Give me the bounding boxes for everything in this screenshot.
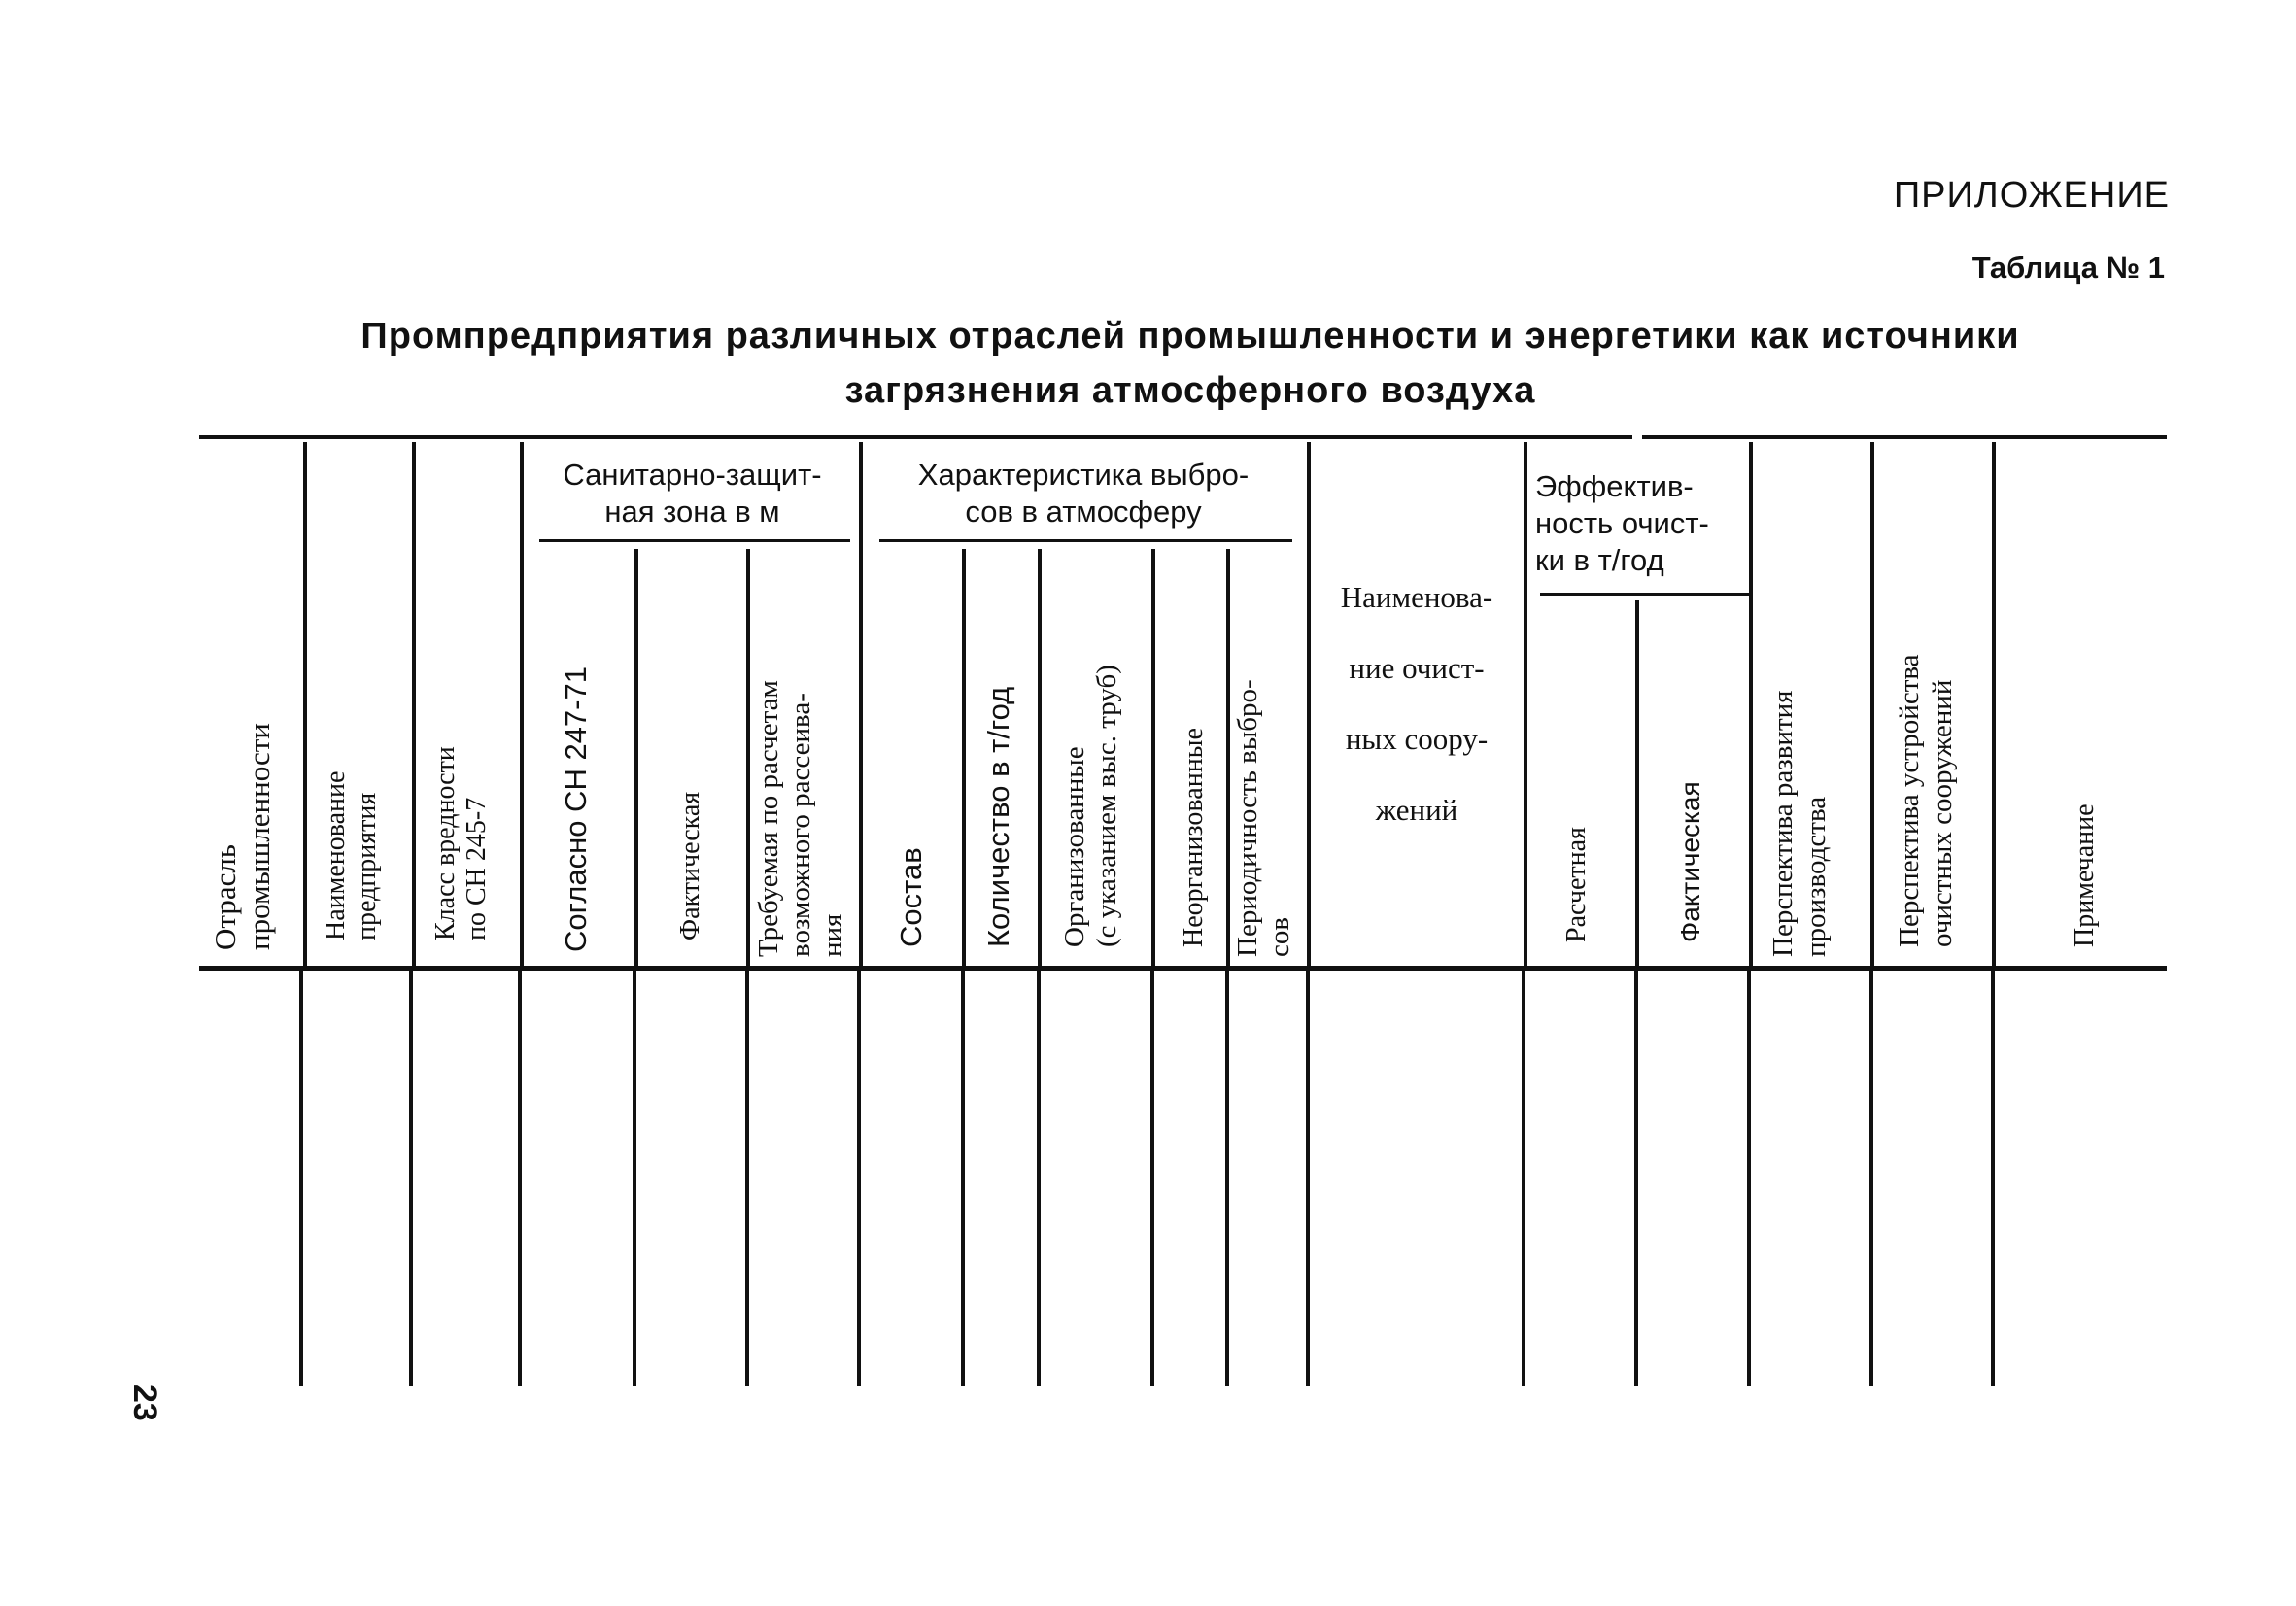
body-col-divider bbox=[1869, 971, 1873, 1386]
col-header-line: Перспектива устройства bbox=[1894, 654, 1925, 947]
col-header-line: Отрасль bbox=[208, 844, 242, 950]
col-header-line: ных соору- bbox=[1345, 722, 1489, 756]
col-header-line: жений bbox=[1375, 793, 1458, 827]
col-divider bbox=[1524, 442, 1527, 967]
table-top-rule bbox=[1642, 435, 2167, 439]
col-divider bbox=[634, 549, 638, 967]
col-header-line: Требуемая по расчетам bbox=[753, 680, 784, 957]
table-title-line: Промпредприятия различных отраслей промышленности и энергетики как источники bbox=[360, 316, 2020, 357]
col-header-facility-prospect bbox=[1893, 654, 1959, 947]
group-header-line: Эффектив- bbox=[1535, 469, 1694, 503]
group-header-emissions bbox=[870, 457, 1297, 530]
group-header-line: ность очист- bbox=[1535, 506, 1709, 540]
body-col-divider bbox=[745, 971, 749, 1386]
col-header-line: производства bbox=[1800, 796, 1832, 957]
col-divider bbox=[303, 442, 307, 967]
col-header-line: Наименование bbox=[321, 770, 351, 940]
col-divider bbox=[1038, 549, 1042, 967]
col-header-industry bbox=[208, 723, 276, 950]
col-header-line: возможного рассеива- bbox=[785, 693, 816, 957]
group-header-line: Санитарно-защит- bbox=[563, 458, 822, 492]
col-header-line: ние очист- bbox=[1349, 651, 1485, 685]
col-header-line: Фактическая bbox=[1675, 781, 1705, 942]
body-col-divider bbox=[1747, 971, 1751, 1386]
col-header-line: Периодичность выбро- bbox=[1232, 679, 1263, 957]
col-divider bbox=[520, 442, 524, 967]
col-header-line: Согласно СН 247-71 bbox=[559, 666, 593, 952]
table-top-rule bbox=[199, 435, 1632, 439]
col-header-line: Состав bbox=[894, 847, 928, 947]
table-number: Таблица № 1 bbox=[1971, 251, 2165, 285]
col-divider bbox=[859, 442, 863, 967]
body-col-divider bbox=[1991, 971, 1995, 1386]
col-divider bbox=[1635, 600, 1639, 967]
col-header-line: Организованные bbox=[1059, 746, 1090, 947]
body-col-divider bbox=[1522, 971, 1525, 1386]
group-header-line: ки в т/год bbox=[1535, 543, 1664, 577]
body-col-divider bbox=[633, 971, 636, 1386]
body-col-divider bbox=[961, 971, 965, 1386]
col-divider bbox=[1307, 442, 1311, 967]
group-rule-efficiency bbox=[1540, 593, 1749, 596]
body-col-divider bbox=[409, 971, 413, 1386]
col-header-line: Перспектива развития bbox=[1767, 690, 1799, 957]
group-header-efficiency bbox=[1535, 468, 1744, 579]
body-col-divider bbox=[299, 971, 303, 1386]
group-header-line: сов в атмосферу bbox=[965, 495, 1202, 529]
table-title-line: загрязнения атмосферного воздуха bbox=[844, 370, 1536, 411]
col-header-line: Примечание bbox=[2070, 803, 2100, 947]
col-header-line: Количество в т/год bbox=[981, 686, 1015, 947]
col-header-line: Наименова- bbox=[1340, 580, 1493, 614]
col-divider bbox=[1870, 442, 1874, 967]
table-title bbox=[243, 309, 2138, 418]
col-header-sanitary-required bbox=[753, 680, 849, 957]
body-col-divider bbox=[857, 971, 861, 1386]
col-header-sanitary-actual bbox=[675, 792, 706, 940]
body-col-divider bbox=[1037, 971, 1041, 1386]
col-header-dev-prospect bbox=[1766, 691, 1833, 957]
col-header-enterprise bbox=[321, 771, 383, 940]
col-header-line: очистных сооружений bbox=[1927, 679, 1958, 947]
group-rule-sanitary bbox=[539, 539, 850, 542]
col-header-line: промышленности bbox=[242, 723, 276, 950]
col-divider bbox=[1151, 549, 1155, 967]
col-header-line: Расчетная bbox=[1561, 827, 1592, 942]
col-header-quantity bbox=[981, 687, 1015, 947]
col-header-line: ния bbox=[817, 913, 848, 957]
col-header-line: Неорганизованные bbox=[1179, 728, 1209, 947]
group-rule-emissions bbox=[879, 539, 1292, 542]
page-number: 23 bbox=[126, 1384, 163, 1421]
body-col-divider bbox=[1634, 971, 1638, 1386]
group-header-sanitary bbox=[530, 457, 855, 530]
col-header-periodicity bbox=[1232, 679, 1296, 957]
col-header-line: Класс вредности bbox=[430, 746, 461, 940]
col-header-line: предприятия bbox=[352, 792, 382, 940]
group-header-line: Характеристика выбро- bbox=[917, 458, 1250, 492]
col-header-line: по СН 245-7 bbox=[462, 797, 492, 940]
group-header-line: ная зона в м bbox=[604, 495, 780, 529]
col-header-unorganized bbox=[1179, 728, 1210, 947]
col-divider bbox=[412, 442, 416, 967]
col-header-eff-calculated bbox=[1561, 827, 1593, 942]
col-header-line: (с указанием выс. труб) bbox=[1091, 665, 1122, 947]
col-divider bbox=[746, 549, 750, 967]
col-header-line: сов bbox=[1264, 916, 1295, 957]
col-header-organized bbox=[1059, 665, 1123, 947]
body-col-divider bbox=[1225, 971, 1229, 1386]
col-header-eff-actual bbox=[1673, 781, 1707, 942]
body-col-divider bbox=[518, 971, 522, 1386]
col-divider bbox=[1749, 442, 1753, 967]
col-header-note bbox=[2070, 803, 2101, 947]
col-divider bbox=[962, 549, 966, 967]
body-col-divider bbox=[1306, 971, 1310, 1386]
col-header-hazard-class bbox=[430, 746, 493, 940]
col-header-line: Фактическая bbox=[675, 791, 705, 940]
col-header-cleaning-facilities bbox=[1314, 562, 1520, 845]
col-header-composition bbox=[894, 847, 928, 947]
col-header-sanitary-per-sn bbox=[559, 666, 593, 952]
col-divider bbox=[1992, 442, 1996, 967]
appendix-label: ПРИЛОЖЕНИЕ bbox=[1893, 175, 2170, 216]
col-divider bbox=[1226, 549, 1230, 967]
body-col-divider bbox=[1150, 971, 1154, 1386]
